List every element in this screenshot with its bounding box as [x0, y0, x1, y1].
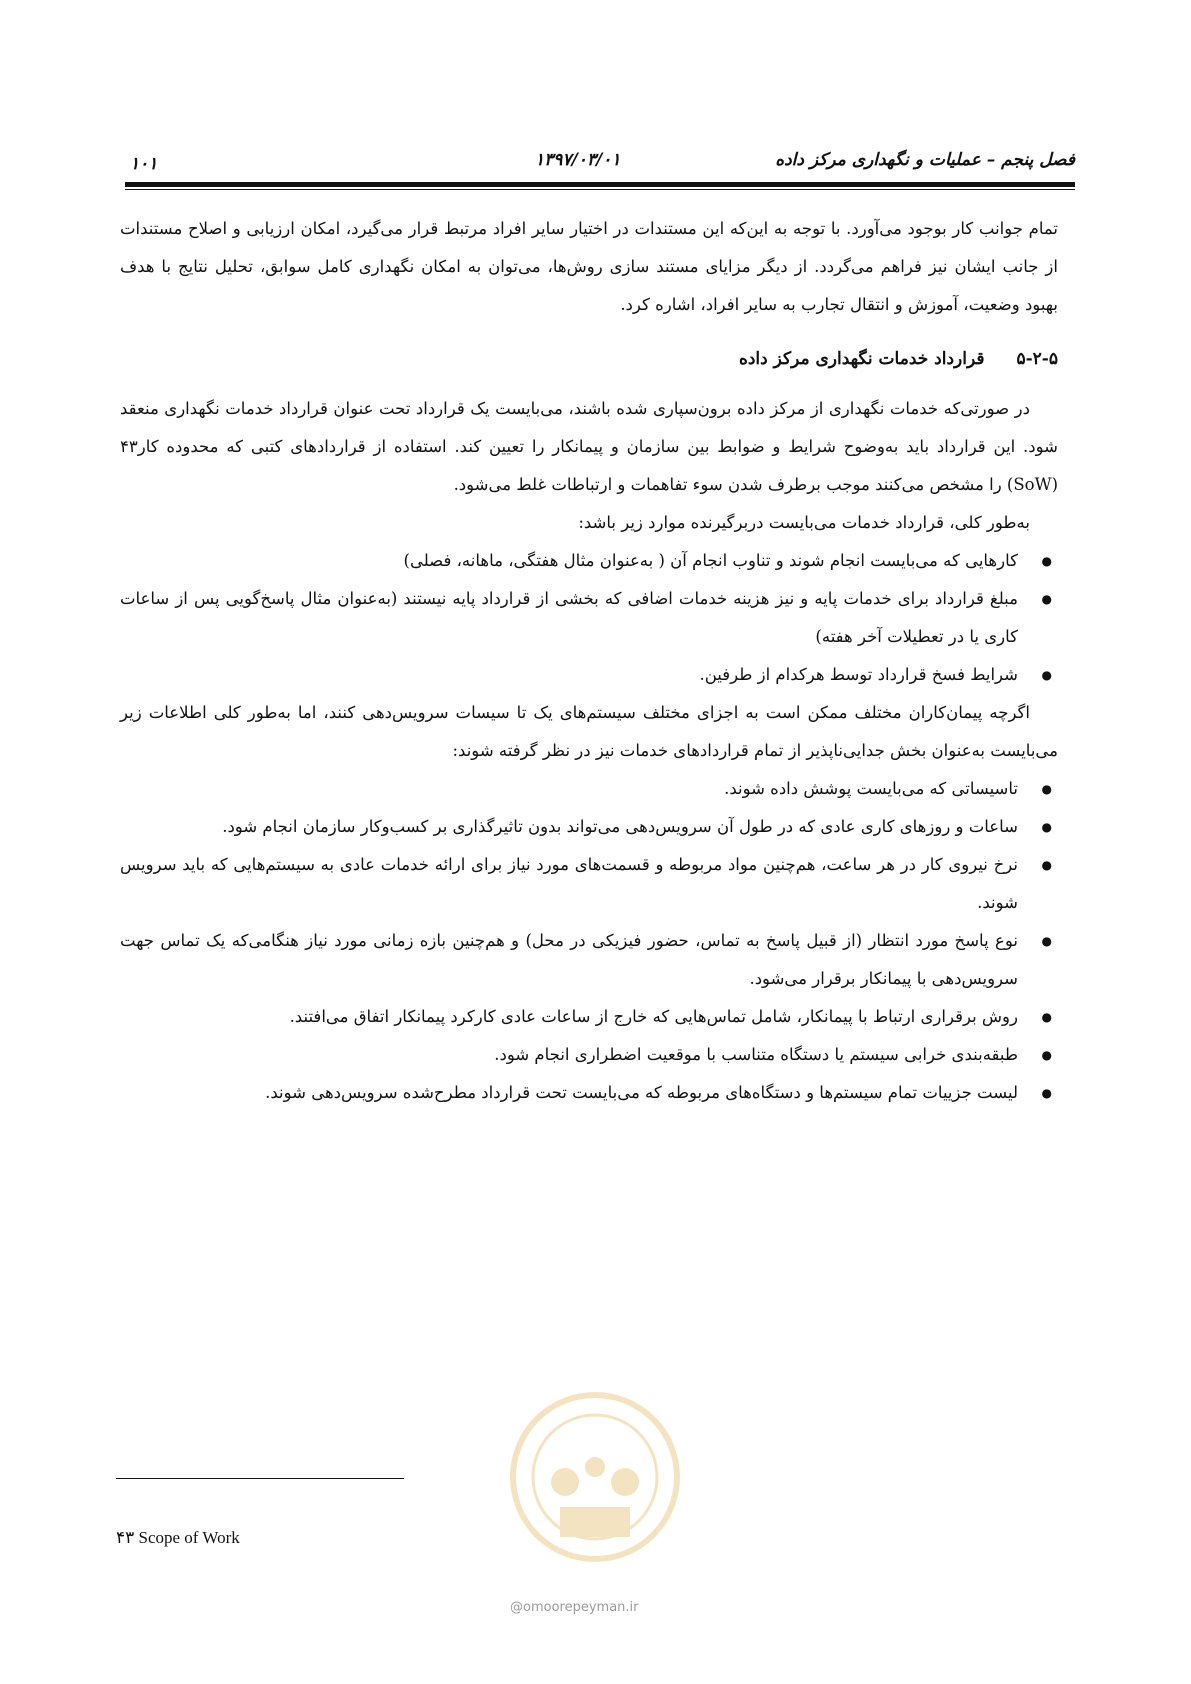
list-item: ● طبقه‌بندی خرابی سیستم یا دستگاه متناسب با موقعیت اضطراری انجام شود. — [120, 1036, 1058, 1074]
list-item: ● روش برقراری ارتباط با پیمانکار، شامل تماس‌هایی که خارج از ساعات عادی کارکرد پیمانکار اتفاق می‌افتند. — [120, 998, 1058, 1036]
bullet-list-1 — [120, 542, 1058, 694]
section-number: ۵-۲-۵ — [1016, 349, 1058, 369]
list-item: ● مبلغ قرارداد برای خدمات پایه و نیز هزینه خدمات اضافی که بخشی از قرارداد پایه نیستند (به‌عنوان مثال پاسخ‌گویی پس از ساعات کاری یا در تعطیلات آخر هفته) — [120, 580, 1058, 656]
list-item: ● لیست جزییات تمام سیستم‌ها و دستگاه‌های مربوطه که می‌بایست تحت قرارداد مطرح‌شده سرویس‌دهی شوند. — [120, 1074, 1058, 1112]
section-heading — [120, 340, 1058, 378]
chapter-title: فصل پنجم – عملیات و نگهداری مرکز داده — [775, 150, 1075, 170]
list-item: ● نرخ نیروی کار در هر ساعت، هم‌چنین مواد مربوطه و قسمت‌های مورد نیاز برای ارائه خدمات عادی به سیستم‌هایی که باید سرویس شوند. — [120, 846, 1058, 922]
watermark-logo-icon — [505, 1372, 685, 1582]
list-item: ● نوع پاسخ مورد انتظار (از قبیل پاسخ به تماس، حضور فیزیکی در محل) و هم‌چنین بازه زمانی مورد نیاز هنگامی‌که یک تماس جهت سرویس‌دهی با پیمانکار برقرار می‌شود. — [120, 922, 1058, 998]
list2-intro: اگرچه پیمان‌کاران مختلف ممکن است به اجزای مختلف سیستم‌های یک تا سیسات سرویس‌دهی کنند، اما به‌طور کلی اطلاعات زیر می‌بایست به‌عنوان بخش جدایی‌ناپذیر از تمام قراردادهای خدمات نیز در نظر گرفته شوند: — [120, 703, 1058, 760]
list-item: ● ساعات و روزهای کاری عادی که در طول آن سرویس‌دهی می‌تواند بدون تاثیرگذاری بر کسب‌وکار سازمان انجام شود. — [120, 808, 1058, 846]
footnote-rule — [116, 1478, 404, 1479]
page-header — [125, 150, 1075, 178]
document-body — [120, 210, 1058, 1112]
page-number: ۱۰۱ — [130, 154, 158, 174]
paragraph-section: در صورتی‌که خدمات نگهداری از مرکز داده برون‌سپاری شده باشند، می‌بایست یک قرارداد تحت عنوان قرارداد خدمات نگهداری منعقد شود. این قرارداد باید به‌وضوح شرایط و ضوابط بین سازمان و پیمانکار را تعیین کند. استفاده از قراردادهای کتبی که محدوده کار۴۳ (SoW) را مشخص می‌کنند موجب برطرف شدن سوء تفاهمات و ارتباطات غلط می‌شود. — [120, 399, 1058, 494]
header-date: ۱۳۹۷/۰۳/۰۱ — [535, 150, 621, 170]
list-item: ● شرایط فسخ قرارداد توسط هرکدام از طرفین. — [120, 656, 1058, 694]
paragraph-intro: تمام جوانب کار بوجود می‌آورد. با توجه به این‌که این مستندات در اختیار سایر افراد مرتبط قرار می‌گیرد، امکان ارزیابی و اصلاح مستندات از جانب ایشان نیز فراهم می‌گردد. از دیگر مزایای مستند سازی روش‌ها، می‌توان به امکان نگهداری کامل سوابق، تحلیل نتایج با هدف بهبود وضعیت، آموزش و انتقال تجارب به سایر افراد، اشاره کرد. — [120, 219, 1058, 314]
watermark-text: @omoorepeyman.ir — [510, 1600, 639, 1615]
list1-intro: به‌طور کلی، قرارداد خدمات می‌بایست دربرگیرنده موارد زیر باشد: — [578, 513, 1030, 532]
list-item: ● تاسیساتی که می‌بایست پوشش داده شوند. — [120, 770, 1058, 808]
header-rule-thin — [125, 189, 1075, 190]
header-rule-thick — [125, 182, 1075, 187]
bullet-list-2 — [120, 770, 1058, 1112]
list-item: ● کارهایی که می‌بایست انجام شوند و تناوب انجام آن ( به‌عنوان مثال هفتگی، ماهانه، فصلی) — [120, 542, 1058, 580]
footnote: ۴۳ Scope of Work — [116, 1528, 240, 1547]
section-title: قرارداد خدمات نگهداری مرکز داده — [738, 349, 985, 369]
